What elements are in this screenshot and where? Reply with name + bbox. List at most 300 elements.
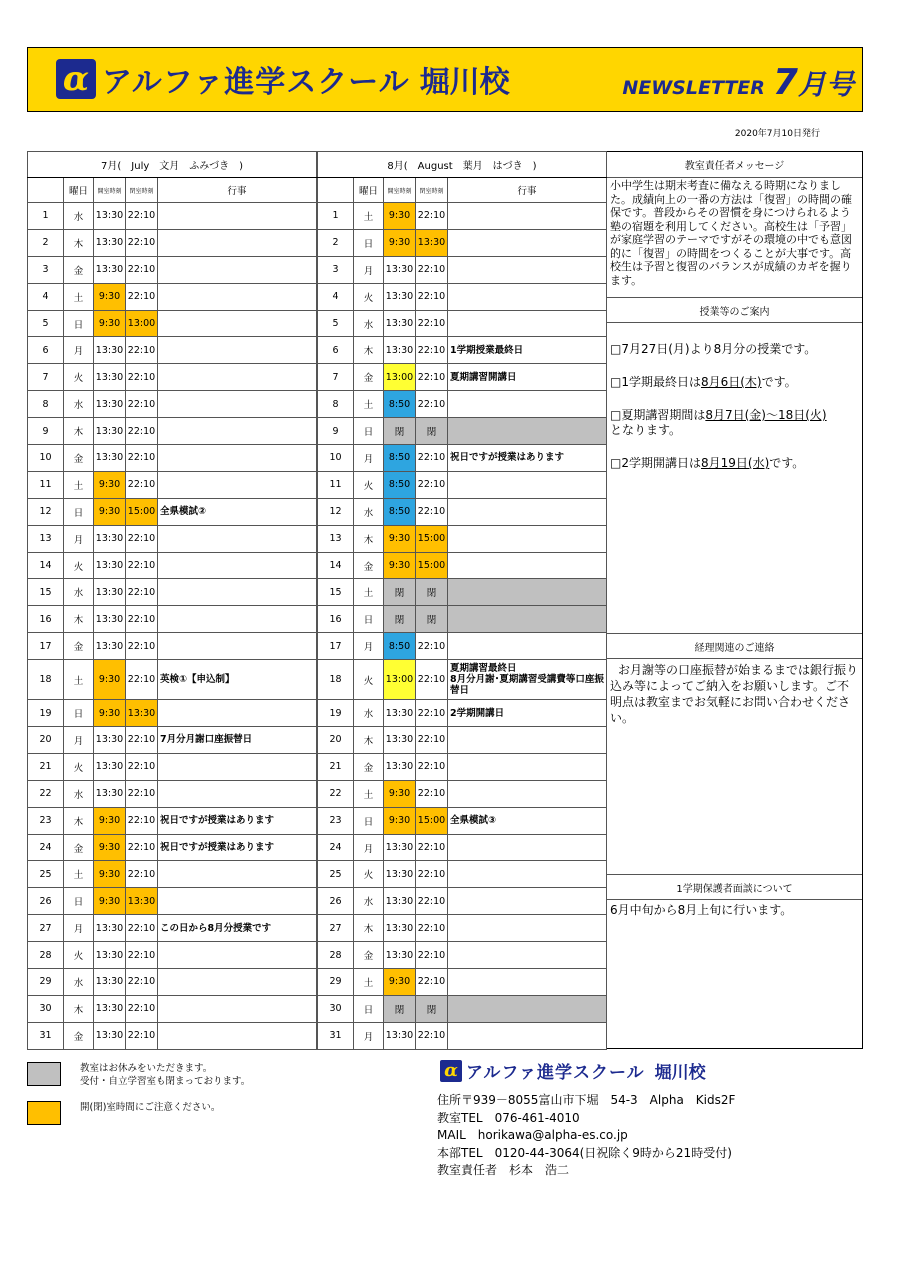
open-time: 9:30 <box>94 471 126 498</box>
table-row <box>28 753 317 780</box>
open-time: 13:30 <box>384 256 416 283</box>
weekday: 金 <box>354 552 384 579</box>
table-row <box>28 203 317 230</box>
day-number: 27 <box>318 915 354 942</box>
day-number: 15 <box>318 579 354 606</box>
close-time: 22:10 <box>416 1022 448 1049</box>
day-number: 23 <box>318 807 354 834</box>
close-time: 22:10 <box>126 969 158 996</box>
weekday: 金 <box>354 942 384 969</box>
table-row <box>28 445 317 472</box>
weekday: 月 <box>64 915 94 942</box>
close-time: 15:00 <box>416 807 448 834</box>
newsletter-month: 7 <box>772 62 798 103</box>
weekday: 木 <box>64 606 94 633</box>
day-number: 24 <box>28 834 64 861</box>
open-time: 8:50 <box>384 633 416 660</box>
weekday: 火 <box>64 753 94 780</box>
day-number: 19 <box>318 700 354 727</box>
close-time: 22:10 <box>416 283 448 310</box>
close-time: 22:10 <box>126 203 158 230</box>
table-row <box>318 498 607 525</box>
weekday: 木 <box>354 915 384 942</box>
weekday: 木 <box>64 807 94 834</box>
close-time: 閉 <box>416 579 448 606</box>
close-time: 22:10 <box>126 915 158 942</box>
event <box>158 256 317 283</box>
table-row <box>28 525 317 552</box>
event: 祝日ですが授業はあります <box>448 445 607 472</box>
table-row <box>318 229 607 256</box>
event <box>448 256 607 283</box>
day-number: 9 <box>318 418 354 445</box>
event <box>448 203 607 230</box>
close-time: 22:10 <box>416 969 448 996</box>
day-number: 24 <box>318 834 354 861</box>
close-time: 22:10 <box>126 283 158 310</box>
close-time: 22:10 <box>126 364 158 391</box>
close-time: 22:10 <box>126 942 158 969</box>
column-header <box>28 178 64 203</box>
open-time: 13:30 <box>94 1022 126 1049</box>
event <box>158 995 317 1022</box>
weekday: 火 <box>354 283 384 310</box>
day-number: 28 <box>318 942 354 969</box>
weekday: 日 <box>354 229 384 256</box>
weekday: 木 <box>354 337 384 364</box>
table-row <box>28 807 317 834</box>
table-row <box>28 471 317 498</box>
alpha-logo-icon: α <box>440 1060 462 1082</box>
weekday: 水 <box>354 888 384 915</box>
hq-tel: 本部TEL 0120-44-3064(日祝除く9時から21時受付) <box>437 1145 732 1160</box>
weekday: 日 <box>354 418 384 445</box>
open-time: 13:30 <box>94 780 126 807</box>
weekday: 金 <box>354 364 384 391</box>
event: 2学期開講日 <box>448 700 607 727</box>
open-time: 9:30 <box>384 552 416 579</box>
accounting-body: お月謝等の口座振替が始まるまでは銀行振り込み等によってご納入をお願いします。ご不明点は教室までお気軽にお問い合わせください。 <box>610 663 859 725</box>
event <box>448 995 607 1022</box>
table-row <box>28 552 317 579</box>
close-time: 22:10 <box>416 498 448 525</box>
day-number: 25 <box>28 861 64 888</box>
weekday: 月 <box>64 727 94 754</box>
day-number: 6 <box>318 337 354 364</box>
info-item: □1学期最終日は8月6日(木)です。 <box>610 375 797 389</box>
open-time: 9:30 <box>94 888 126 915</box>
open-time: 9:30 <box>94 700 126 727</box>
weekday: 火 <box>354 861 384 888</box>
column-header: 曜日 <box>64 178 94 203</box>
month-title: 7月( July 文月 ふみづき ) <box>28 152 317 178</box>
open-time: 閉 <box>384 579 416 606</box>
day-number: 7 <box>318 364 354 391</box>
event <box>448 418 607 445</box>
table-row <box>318 471 607 498</box>
table-row <box>28 606 317 633</box>
table-row <box>28 310 317 337</box>
table-row <box>28 1022 317 1049</box>
table-row <box>28 995 317 1022</box>
table-row <box>28 283 317 310</box>
day-number: 19 <box>28 700 64 727</box>
table-row <box>318 256 607 283</box>
weekday: 土 <box>64 660 94 700</box>
column-header: 行事 <box>158 178 317 203</box>
close-time: 22:10 <box>416 445 448 472</box>
day-number: 23 <box>28 807 64 834</box>
table-row <box>318 888 607 915</box>
open-time: 9:30 <box>384 203 416 230</box>
close-time: 22:10 <box>126 753 158 780</box>
open-time: 9:30 <box>94 861 126 888</box>
open-time: 9:30 <box>94 498 126 525</box>
day-number: 9 <box>28 418 64 445</box>
event <box>158 969 317 996</box>
legend-time-text: 開(閉)室時間にご注意ください。 <box>80 1102 221 1113</box>
table-row <box>28 391 317 418</box>
day-number: 17 <box>318 633 354 660</box>
event <box>158 942 317 969</box>
table-row <box>318 418 607 445</box>
event <box>158 633 317 660</box>
event: 7月分月謝口座振替日 <box>158 727 317 754</box>
close-time: 22:10 <box>416 203 448 230</box>
day-number: 21 <box>318 753 354 780</box>
table-row <box>318 753 607 780</box>
event: 夏期講習最終日 8月分月謝･夏期講習受講費等口座振替日 <box>448 660 607 700</box>
close-time: 15:00 <box>126 498 158 525</box>
table-row <box>318 525 607 552</box>
event <box>448 552 607 579</box>
open-time: 13:30 <box>94 969 126 996</box>
day-number: 30 <box>318 995 354 1022</box>
weekday: 木 <box>64 229 94 256</box>
event <box>448 525 607 552</box>
day-number: 16 <box>318 606 354 633</box>
event <box>448 471 607 498</box>
day-number: 22 <box>28 780 64 807</box>
event: 1学期授業最終日 <box>448 337 607 364</box>
day-number: 4 <box>318 283 354 310</box>
day-number: 2 <box>28 229 64 256</box>
table-row <box>28 579 317 606</box>
weekday: 土 <box>64 861 94 888</box>
manager-name: 教室責任者 杉本 浩二 <box>437 1163 570 1177</box>
open-time: 13:30 <box>384 834 416 861</box>
newsletter-suffix: 月号 <box>797 68 854 101</box>
weekday: 火 <box>64 552 94 579</box>
table-row <box>318 834 607 861</box>
day-number: 16 <box>28 606 64 633</box>
close-time: 22:10 <box>416 915 448 942</box>
table-row <box>28 364 317 391</box>
day-number: 28 <box>28 942 64 969</box>
weekday: 水 <box>354 700 384 727</box>
open-time: 閉 <box>384 606 416 633</box>
open-time: 13:30 <box>384 1022 416 1049</box>
open-time: 13:30 <box>384 942 416 969</box>
close-time: 22:10 <box>126 471 158 498</box>
table-row <box>318 660 607 700</box>
day-number: 20 <box>318 727 354 754</box>
side-panel <box>607 151 863 1049</box>
open-time: 13:30 <box>94 579 126 606</box>
table-row <box>318 1022 607 1049</box>
event <box>158 525 317 552</box>
weekday: 火 <box>64 364 94 391</box>
day-number: 8 <box>28 391 64 418</box>
close-time: 22:10 <box>126 579 158 606</box>
open-time: 13:30 <box>94 753 126 780</box>
day-number: 25 <box>318 861 354 888</box>
event <box>448 606 607 633</box>
weekday: 月 <box>354 1022 384 1049</box>
open-time: 13:30 <box>94 391 126 418</box>
close-time: 22:10 <box>126 418 158 445</box>
close-time: 13:30 <box>126 700 158 727</box>
event <box>158 579 317 606</box>
weekday: 日 <box>64 700 94 727</box>
column-header: 閉室時刻 <box>416 178 448 203</box>
close-time: 22:10 <box>126 606 158 633</box>
day-number: 7 <box>28 364 64 391</box>
event: 夏期講習開講日 <box>448 364 607 391</box>
event <box>158 310 317 337</box>
event <box>448 310 607 337</box>
weekday: 金 <box>64 445 94 472</box>
table-row <box>28 633 317 660</box>
close-time: 22:10 <box>416 660 448 700</box>
weekday: 金 <box>64 1022 94 1049</box>
legend-closed-text: 教室はお休みをいただきます。 受付・自立学習室も閉まっております。 <box>80 1063 251 1087</box>
brand-branch: 堀川校 <box>419 65 510 100</box>
message-body: 小中学生は期末考査に備なえる時期になりました。成績向上の一番の方法は「復習」の時間の確保です。普段からその習慣を身につけられるよう塾の宿題を利用してください。高校生は「予習」が家庭学習のテーマですがその環境の中でも意図的に「復習」の時間をつくることが大事です。高校生は予習と復習のバランスが成績のカギを握ります。 <box>610 179 852 287</box>
event <box>158 1022 317 1049</box>
event <box>448 834 607 861</box>
weekday: 月 <box>354 256 384 283</box>
table-row <box>318 861 607 888</box>
day-number: 18 <box>28 660 64 700</box>
day-number: 14 <box>28 552 64 579</box>
table-row <box>318 579 607 606</box>
open-time: 8:50 <box>384 471 416 498</box>
table-row <box>28 700 317 727</box>
close-time: 22:10 <box>416 700 448 727</box>
weekday: 金 <box>64 633 94 660</box>
open-time: 13:30 <box>94 942 126 969</box>
event <box>448 579 607 606</box>
day-number: 5 <box>28 310 64 337</box>
event <box>158 337 317 364</box>
weekday: 土 <box>354 203 384 230</box>
column-header: 開室時刻 <box>94 178 126 203</box>
open-time: 8:50 <box>384 498 416 525</box>
close-time: 22:10 <box>126 391 158 418</box>
weekday: 火 <box>354 471 384 498</box>
open-time: 13:00 <box>384 660 416 700</box>
close-time: 22:10 <box>416 753 448 780</box>
column-header: 曜日 <box>354 178 384 203</box>
day-number: 13 <box>318 525 354 552</box>
close-time: 15:00 <box>416 552 448 579</box>
open-time: 13:30 <box>94 445 126 472</box>
event <box>448 1022 607 1049</box>
day-number: 12 <box>318 498 354 525</box>
weekday: 土 <box>354 391 384 418</box>
close-time: 13:30 <box>126 888 158 915</box>
table-row <box>318 995 607 1022</box>
day-number: 29 <box>318 969 354 996</box>
day-number: 10 <box>28 445 64 472</box>
open-time: 9:30 <box>384 229 416 256</box>
close-time: 22:10 <box>416 256 448 283</box>
table-row <box>28 969 317 996</box>
message-title: 教室責任者メッセージ <box>607 152 862 178</box>
contact-info <box>437 1092 735 1180</box>
close-time: 13:30 <box>416 229 448 256</box>
open-time: 8:50 <box>384 445 416 472</box>
close-time: 22:10 <box>126 337 158 364</box>
event <box>448 753 607 780</box>
open-time: 13:30 <box>384 310 416 337</box>
weekday: 水 <box>64 203 94 230</box>
day-number: 17 <box>28 633 64 660</box>
open-time: 13:30 <box>94 418 126 445</box>
close-time: 22:10 <box>126 633 158 660</box>
event <box>448 633 607 660</box>
table-row <box>28 256 317 283</box>
weekday: 木 <box>64 995 94 1022</box>
day-number: 26 <box>28 888 64 915</box>
weekday: 月 <box>64 525 94 552</box>
event: 祝日ですが授業はあります <box>158 834 317 861</box>
event <box>448 498 607 525</box>
event: 全県模試② <box>158 498 317 525</box>
event <box>448 283 607 310</box>
weekday: 月 <box>354 834 384 861</box>
open-time: 13:30 <box>384 888 416 915</box>
legend-closed-swatch <box>27 1062 61 1086</box>
open-time: 9:30 <box>94 660 126 700</box>
day-number: 29 <box>28 969 64 996</box>
mail-address[interactable]: MAIL horikawa@alpha-es.co.jp <box>437 1128 628 1142</box>
weekday: 火 <box>64 942 94 969</box>
close-time: 22:10 <box>126 445 158 472</box>
issue-date: 2020年7月10日発行 <box>734 129 820 139</box>
close-time: 22:10 <box>416 942 448 969</box>
legend-time-swatch <box>27 1101 61 1125</box>
day-number: 21 <box>28 753 64 780</box>
close-time: 22:10 <box>126 780 158 807</box>
event <box>158 606 317 633</box>
close-time: 22:10 <box>416 834 448 861</box>
table-row <box>28 780 317 807</box>
close-time: 22:10 <box>126 861 158 888</box>
open-time: 13:30 <box>94 364 126 391</box>
open-time: 13:30 <box>384 861 416 888</box>
column-header: 開室時刻 <box>384 178 416 203</box>
table-row <box>28 915 317 942</box>
event <box>158 418 317 445</box>
day-number: 31 <box>28 1022 64 1049</box>
open-time: 13:30 <box>94 525 126 552</box>
day-number: 8 <box>318 391 354 418</box>
event <box>448 969 607 996</box>
event <box>158 888 317 915</box>
header-banner <box>27 47 863 112</box>
day-number: 31 <box>318 1022 354 1049</box>
column-header: 行事 <box>448 178 607 203</box>
weekday: 水 <box>354 310 384 337</box>
event: 英検①【申込制】 <box>158 660 317 700</box>
table-row <box>28 337 317 364</box>
day-number: 1 <box>28 203 64 230</box>
weekday: 金 <box>354 753 384 780</box>
table-row <box>28 418 317 445</box>
table-row <box>318 969 607 996</box>
event <box>158 445 317 472</box>
open-time: 13:30 <box>94 229 126 256</box>
event <box>448 780 607 807</box>
august-calendar <box>317 151 607 1050</box>
open-time: 13:30 <box>384 337 416 364</box>
table-row <box>318 391 607 418</box>
day-number: 15 <box>28 579 64 606</box>
open-time: 13:30 <box>384 283 416 310</box>
address: 住所〒939－8055富山市下堀 54-3 Alpha Kids2F <box>437 1093 736 1107</box>
day-number: 20 <box>28 727 64 754</box>
event: 祝日ですが授業はあります <box>158 807 317 834</box>
open-time: 9:30 <box>94 807 126 834</box>
close-time: 13:00 <box>126 310 158 337</box>
event <box>448 915 607 942</box>
close-time: 閉 <box>416 995 448 1022</box>
open-time: 13:30 <box>94 203 126 230</box>
close-time: 15:00 <box>416 525 448 552</box>
weekday: 日 <box>64 888 94 915</box>
table-row <box>318 915 607 942</box>
event <box>448 727 607 754</box>
open-time: 9:30 <box>384 807 416 834</box>
open-time: 13:30 <box>94 995 126 1022</box>
meeting-body: 6月中旬から8月上旬に行います。 <box>610 903 793 917</box>
weekday: 木 <box>354 525 384 552</box>
event <box>158 700 317 727</box>
close-time: 22:10 <box>126 660 158 700</box>
open-time: 13:30 <box>94 337 126 364</box>
event <box>158 283 317 310</box>
footer-brand-branch: 堀川校 <box>654 1063 706 1083</box>
event <box>448 229 607 256</box>
weekday: 火 <box>354 660 384 700</box>
open-time: 9:30 <box>94 310 126 337</box>
table-row <box>318 700 607 727</box>
table-row <box>28 861 317 888</box>
weekday: 月 <box>354 445 384 472</box>
day-number: 11 <box>318 471 354 498</box>
info-title: 授業等のご案内 <box>607 297 862 323</box>
weekday: 土 <box>354 969 384 996</box>
meeting-title: 1学期保護者面談について <box>607 874 862 900</box>
brand-logo <box>56 57 510 101</box>
weekday: 月 <box>64 337 94 364</box>
weekday: 日 <box>64 498 94 525</box>
day-number: 1 <box>318 203 354 230</box>
open-time: 13:00 <box>384 364 416 391</box>
day-number: 13 <box>28 525 64 552</box>
